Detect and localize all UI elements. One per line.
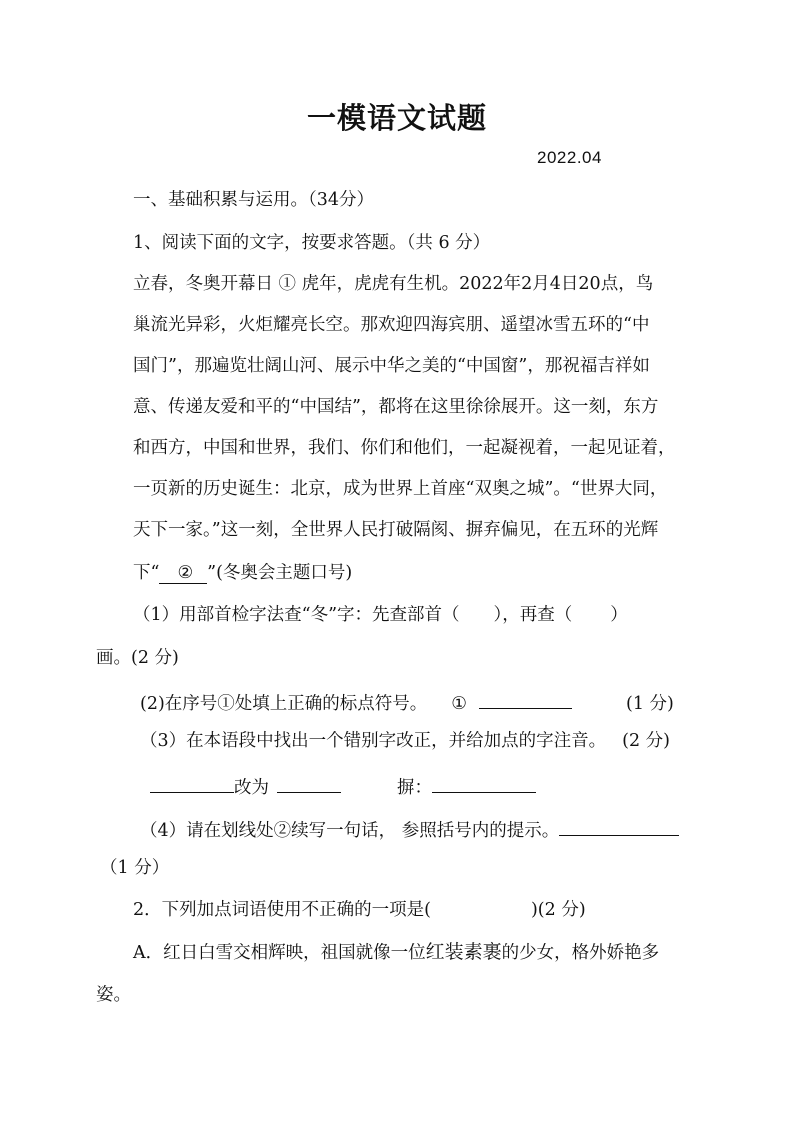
question-text: 2．下列加点词语使用不正确的一项是( [133, 900, 431, 920]
passage-line-6: 一页新的历史诞生：北京，成为世界上首座“双奥之城”。“世界大同， [133, 479, 668, 499]
sub-question-3 [140, 729, 670, 753]
sub-question-text: ），再查（ [493, 605, 573, 625]
answer-line[interactable] [432, 772, 536, 793]
answer-label: 摒： [397, 778, 432, 798]
passage-text: 下“ [133, 563, 160, 583]
question-2-heading [133, 898, 586, 922]
sub-question-2 [140, 688, 674, 716]
sub-question-4-score: （1 分） [100, 858, 170, 878]
question-text: )(2 分) [530, 900, 586, 920]
answer-label: 改为 [234, 778, 269, 798]
sub-question-1-cont: 画。(2 分) [96, 648, 179, 668]
sub-question-text: （3）在本语段中找出一个错别字改正，并给加点的字注音。 [140, 731, 607, 751]
sub-question-3-answers [150, 772, 536, 800]
option-text: A．红日白雪交相辉映，祖国就像一位 [133, 943, 426, 963]
sub-question-text: (2)在序号①处填上正确的标点符号。 [140, 694, 428, 714]
option-a [133, 940, 659, 965]
sub-question-4 [140, 815, 679, 843]
option-a-cont: 姿。 [96, 985, 131, 1005]
page-title: 一模语文试题 [306, 101, 487, 135]
question-1-heading: 1、阅读下面的文字，按要求答题。（共 6 分） [133, 233, 491, 253]
marker-1: ① [451, 694, 467, 714]
sub-question-text: ） [610, 605, 628, 625]
passage-line-8 [133, 561, 352, 585]
sub-question-text: （1）用部首检字法查“冬”字：先查部首（ [133, 605, 460, 625]
exam-date: 2022.04 [537, 148, 602, 167]
passage-line-2: 巢流光异彩，火炬耀亮长空。那欢迎四海宾朋、遥望冰雪五环的“中 [133, 315, 650, 335]
passage-line-7: 天下一家。”这一刻，全世界人民打破隔阂、摒弃偏见，在五环的光辉 [133, 520, 659, 540]
blank-2[interactable]: ② [159, 563, 207, 584]
section-heading: 一、基础积累与运用。（34分） [133, 190, 375, 210]
answer-line[interactable] [277, 772, 341, 793]
score-label: (2 分) [622, 731, 670, 751]
emphasized-phrase: 红装素裹 [425, 941, 502, 963]
answer-line[interactable] [479, 688, 572, 709]
passage-line-4: 意、传递友爱和平的“中国结”，都将在这里徐徐展开。这一刻，东方 [133, 397, 659, 417]
passage-line-1: 立春，冬奥开幕日 ① 虎年，虎虎有生机。2022年2月4日20点，鸟 [133, 274, 654, 294]
score-label: (1 分) [626, 694, 674, 714]
answer-line[interactable] [150, 772, 234, 793]
passage-line-3: 国门”，那遍览壮阔山河、展示中华之美的“中国窗”，那祝福吉祥如 [133, 356, 650, 376]
option-text: 的少女，格外娇艳多 [501, 943, 660, 963]
passage-text: ”(冬奥会主题口号) [207, 563, 353, 583]
sub-question-1 [133, 603, 628, 627]
answer-line[interactable] [559, 815, 679, 836]
passage-line-5: 和西方，中国和世界，我们、你们和他们，一起凝视着，一起见证着， [133, 438, 676, 458]
sub-question-text: （4）请在划线处②续写一句话， 参照括号内的提示。 [140, 821, 560, 841]
